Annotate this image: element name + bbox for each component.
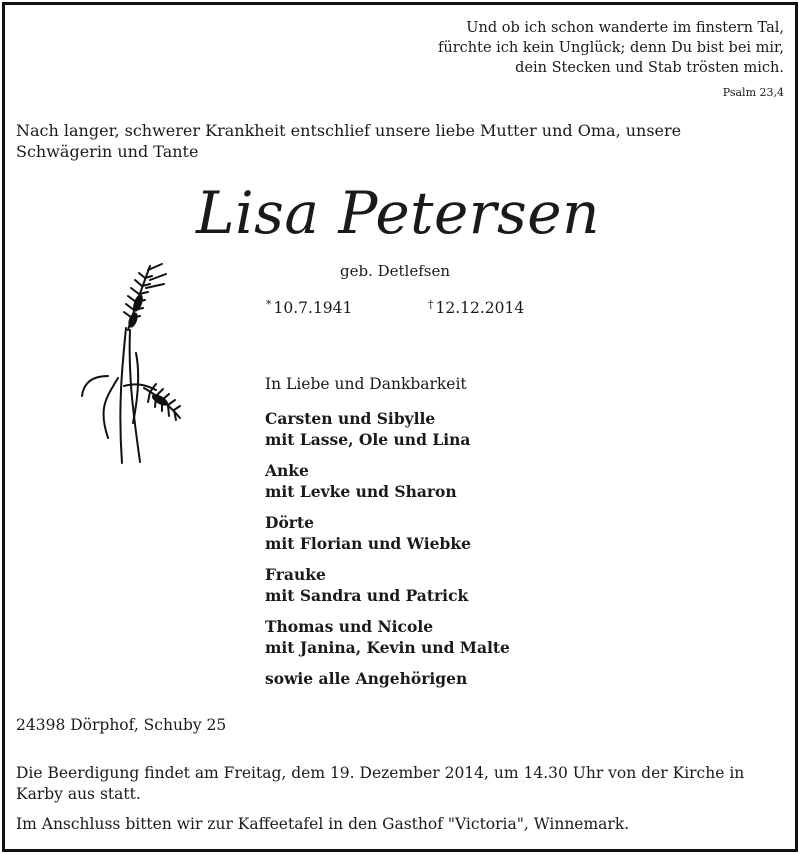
dedication-line: In Liebe und Dankbarkeit [265, 375, 467, 393]
mourner-group [265, 512, 510, 554]
mourner-group [265, 616, 510, 658]
mourners-list [265, 408, 510, 689]
mourner-family: mit Sandra und Patrick [265, 586, 469, 605]
family-address: 24398 Dörphof, Schuby 25 [16, 716, 227, 734]
verse-source: Psalm 23,4 [722, 86, 784, 99]
bible-verse [438, 18, 784, 78]
birth-date [266, 298, 352, 317]
verse-line: Und ob ich schon wanderte im finstern Tal, [466, 20, 784, 36]
verse-line: fürchte ich kein Unglück; denn Du bist bei mir, [438, 40, 784, 56]
intro-text: Nach langer, schwerer Krankheit entschlief unsere liebe Mutter und Oma, unsere Schwägerin und Tante [16, 121, 682, 161]
funeral-notice: Die Beerdigung findet am Freitag, dem 19. Dezember 2014, um 14.30 Uhr von der Kirche in Karby aus statt. [16, 764, 745, 803]
wheat-icon [78, 258, 188, 468]
mourner-family: mit Florian und Wiebke [265, 534, 471, 553]
mourner-family: mit Levke und Sharon [265, 482, 457, 501]
mourner-name: Anke [265, 461, 309, 480]
reception-notice: Im Anschluss bitten wir zur Kaffeetafel in den Gasthof "Victoria", Winnemark. [16, 815, 630, 833]
relatives-line: sowie alle Angehörigen [265, 669, 468, 688]
verse-line: dein Stecken und Stab trösten mich. [515, 60, 784, 76]
mourner-name: Thomas und Nicole [265, 617, 434, 636]
death-date-value: 12.12.2014 [435, 299, 525, 317]
mourner-group [265, 564, 510, 606]
mourner-name: Frauke [265, 565, 326, 584]
deceased-name: Lisa Petersen [196, 179, 600, 247]
death-date [428, 298, 524, 317]
death-symbol: † [428, 298, 434, 311]
mourner-group [265, 408, 510, 450]
mourner-name: Carsten und Sibylle [265, 409, 436, 428]
maiden-name: geb. Detlefsen [340, 262, 451, 280]
mourner-family: mit Janina, Kevin und Malte [265, 638, 510, 657]
birth-date-value: 10.7.1941 [273, 299, 353, 317]
mourner-name: Dörte [265, 513, 314, 532]
mourner-group [265, 460, 510, 502]
birth-symbol: * [266, 298, 272, 311]
mourner-family: mit Lasse, Ole und Lina [265, 430, 471, 449]
